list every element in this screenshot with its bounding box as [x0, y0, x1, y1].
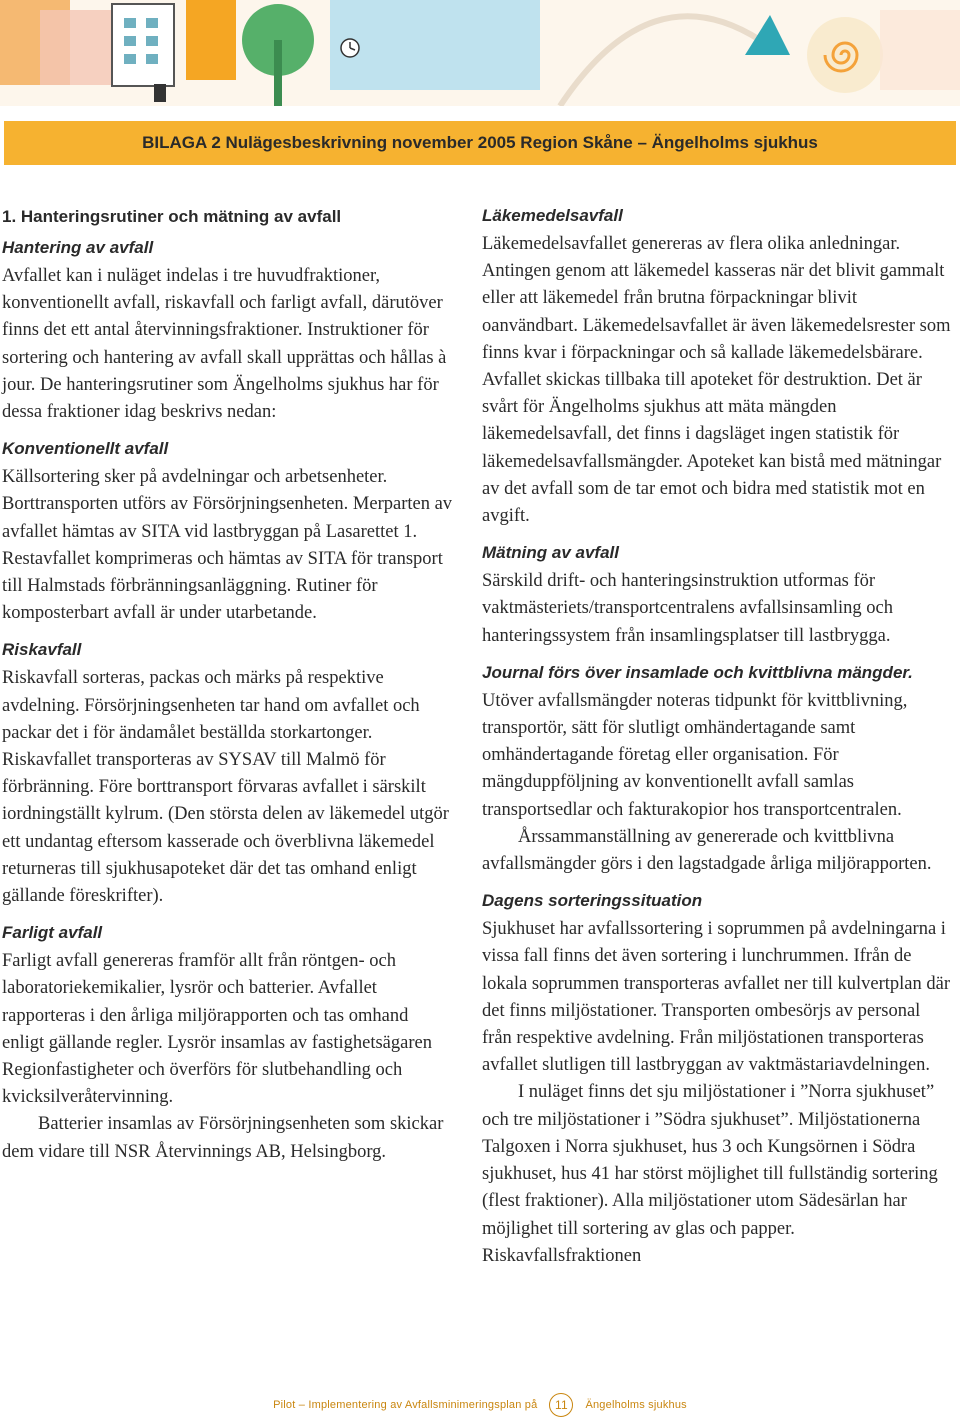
- right-column: [482, 205, 952, 1270]
- page-number: 11: [549, 1393, 573, 1417]
- heading-konventionellt: Konventionellt avfall: [2, 439, 169, 459]
- right-block-shape: [880, 10, 960, 90]
- banner-title: BILAGA 2 Nulägesbeskrivning november 2005 Region Skåne – Ängelholms sjukhus: [142, 133, 818, 152]
- heading-riskavfall: Riskavfall: [2, 640, 82, 660]
- paragraph-sortering-2: I nuläget finns det sju miljöstationer i ”Norra sjukhuset” och tre miljöstationer i ”Södra sjukhuset”. Miljöstationerna Talgoxen i Norra sjukhuset, hus 3 och Kungsörnen i Södra sjukhuset, hus 41 har störst möjlighet till fullständig sortering (flest fraktioner). Alla miljöstationer utom Sädesärlan har möjlighet till sortering av glas och papper. Riskavfallsfraktionen: [482, 1082, 938, 1266]
- paragraph-sortering-1: Sjukhuset har avfallssortering i soprummen på avdelningarna i vissa fall finns det även sortering i lunchrummen. Ifrån de lokala soprummen transporteras avfallet ner till kulvertplan där det finns miljöstationer. Transporten ombesörjs av personal från respektive avdelning. Från miljöstationen transporteras avfallet slutligen till lastbryggan av vaktmästariavdelningen.: [482, 919, 950, 1076]
- spiral-icon: [807, 17, 883, 93]
- paragraph-journal-2: Årssammanställning av genererade och kvittblivna avfallsmängder görs i den lagstadgade årliga miljörapporten.: [482, 826, 932, 875]
- heading-hantering: Hantering av avfall: [2, 238, 154, 257]
- title-banner: [4, 121, 956, 165]
- paragraph-riskavfall: Riskavfall sorteras, packas och märks på respektive avdelning. Försörjningsenheten tar hand om avfallet och packar det i för ändamålet beställda storkartonger. Riskavfallet transporteras av SYSAV till Malmö för förbränning. Före borttransport förvaras avfallet i särskilt iordningställt kylrum. (Den största delen av läkemedel utgör ett undantag eftersom kasserade och överblivna läkemedel returneras till sjukhusapoteket där det tas omhand enligt gällande föreskrifter).: [2, 668, 449, 907]
- footer-left-text: Pilot – Implementering av Avfallsminimeringsplan på: [273, 1399, 538, 1411]
- page-footer: [0, 1392, 960, 1418]
- section-title: 1. Hanteringsrutiner och mätning av avfall: [2, 207, 342, 226]
- footer-right-text: Ängelholms sjukhus: [585, 1399, 687, 1411]
- paragraph-farligt-2: Batterier insamlas av Försörjningsenheten som skickar dem vidare till NSR Återvinnings AB, Helsingborg.: [2, 1114, 444, 1162]
- heading-farligt: Farligt avfall: [2, 923, 103, 943]
- heading-lakemedel: Läkemedelsavfall: [482, 206, 623, 225]
- heading-sortering: Dagens sorteringssituation: [482, 891, 703, 911]
- paragraph-lakemedel: Läkemedelsavfallet genereras av flera olika anledningar. Antingen genom att läkemedel kasseras när det blivit gammalt eller att läkemedel från brutna förpackningar blivit oanvändbart. Läkemedelsavfallet är även läkemedelsrester som finns kvar i förpackningar och så kallade läkemedelsbärare. Avfallet skickas tillbaka till apoteket för destruktion. Det är svårt för Ängelholms sjukhus att mäta mängden läkemedelsavfall, det finns i dagsläget ingen statistik för läkemedelsavfallsmängder. Apoteket kan bistå med mätningar av det avfall som de tar emot och bidra med statistik mot en avgift.: [482, 234, 951, 527]
- heading-matning: Mätning av avfall: [482, 543, 619, 563]
- heading-journal: Journal förs över insamlade och kvittblivna mängder.: [482, 662, 913, 682]
- clock-icon: [341, 39, 359, 57]
- paragraph-matning: Särskild drift- och hanteringsinstruktion utformas för vaktmästeriets/transportcentralens avfallsinsamling och hanteringssystem från insamlingsplatser till lastbrygga.: [482, 571, 893, 646]
- paragraph-konventionellt: Källsortering sker på avdelningar och arbetsenheter. Borttransporten utförs av Försörjningsenheten. Merparten av avfallet hämtas av SITA vid lastbryggan på Lasarettet 1. Restavfallet komprimeras och hämtas av SITA för transport till Halmstads förbränningsanläggning. Rutiner för komposterbart avfall är under utarbetande.: [2, 467, 453, 624]
- paragraph-farligt-1: Farligt avfall genereras framför allt från röntgen- och laboratoriekemikalier, lysrör och batterier. Avfallet rapporteras i den årliga miljörapporten och tas omhand enligt gällande regler. Lysrör insamlas av fastighetsägaren Regionfastigheter och överförs för slutbehandling och kvicksilveråtervinning.: [2, 951, 432, 1108]
- orange-pillar-shape: [186, 0, 236, 80]
- left-column: [2, 205, 454, 1178]
- sky-shape: [330, 0, 540, 90]
- paragraph-hantering: Avfallet kan i nuläget indelas i tre huvudfraktioner, konventionellt avfall, riskavfall och farligt avfall, därutöver finns det ett antal återvinningsfraktioner. Instruktioner för sortering och hantering av avfall skall upprättas och hållas à jour. De hanteringsrutiner som Ängelholms sjukhus har för dessa fraktioner idag beskrivs nedan:: [2, 266, 447, 423]
- header-illustration: [0, 0, 960, 106]
- paragraph-journal-1: Utöver avfallsmängder noteras tidpunkt för kvittblivning, transportör, sätt för slutligt omhändertagande samt omhändertagande företag eller organisation. För mängduppföljning av konventionellt avfall samlas transportsedlar och fakturakopior hos transportcentralen.: [482, 690, 908, 820]
